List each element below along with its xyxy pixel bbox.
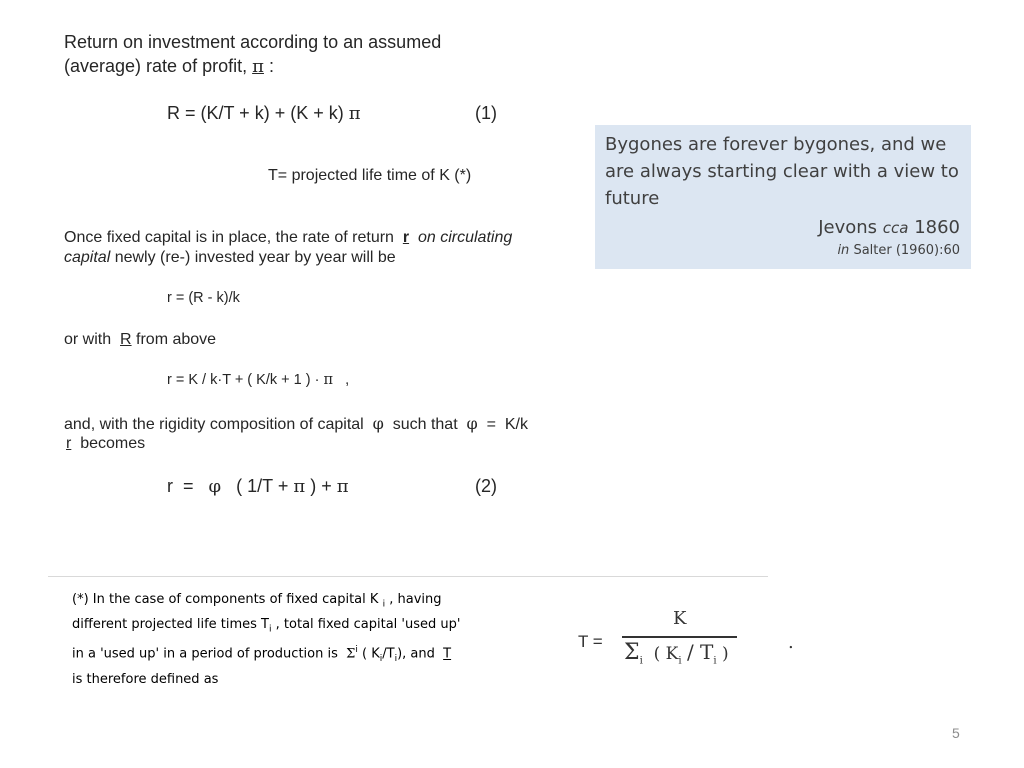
rigidity-equals: =	[486, 416, 496, 433]
footnote-sub: i	[382, 599, 386, 610]
equation-r: r = (R - k)/k	[167, 290, 240, 306]
equation-2-body: ( 1/T +	[236, 476, 289, 496]
footnote-text: , having	[389, 592, 442, 607]
equation-r2-pi: π	[323, 372, 333, 388]
footnote-line-2	[72, 615, 512, 640]
or-with-prefix: or with	[64, 331, 112, 348]
circulating-italic-2: capital	[64, 249, 111, 266]
intro-line-2	[64, 56, 274, 77]
equation-2-pi: π	[293, 476, 306, 497]
footnote-sub: i	[269, 624, 272, 635]
formula-T-den-sub1: i	[678, 655, 682, 667]
or-with-R: R	[120, 331, 132, 348]
rate-r: r	[402, 229, 410, 246]
intro-line-1: Return on investment according to an assumed	[64, 32, 442, 52]
rigidity-prefix: and, with the rigidity composition of capital	[64, 416, 364, 433]
or-with-line	[64, 331, 216, 349]
circulating-text-1: Once fixed capital is in place, the rate of return	[64, 229, 394, 246]
formula-T-numerator: K	[673, 608, 687, 629]
footnote-sub: i	[379, 654, 383, 665]
footnote-divider	[48, 576, 768, 577]
footnote-text: ), and	[397, 646, 435, 662]
formula-T-sigma: Σ	[624, 640, 640, 665]
rigidity-becomes: becomes	[80, 435, 146, 452]
formula-T-denominator	[624, 640, 729, 666]
phi-symbol: φ	[372, 414, 384, 433]
equation-1	[167, 103, 361, 124]
footnote-text: (*) In the case of components of fixed capital K	[72, 592, 379, 607]
jevons-quote-box	[595, 125, 971, 269]
equation-1-body: R = (K/T + k) + (K + k)	[167, 103, 344, 123]
quote-author-cca: cca	[882, 219, 909, 237]
footnote-line-3	[72, 640, 512, 669]
equation-r2-comma: ,	[345, 372, 350, 388]
footnote-text: is therefore defined as	[72, 671, 219, 687]
circulating-text-2: newly (re-) invested year by year will be	[114, 249, 396, 266]
formula-T-den-slash: / T	[686, 640, 714, 664]
equation-2-number: (2)	[475, 476, 497, 496]
equation-2-eq: =	[183, 476, 194, 496]
rigidity-middle: such that	[392, 416, 458, 433]
rigidity-line-2	[66, 435, 145, 453]
or-with-suffix: from above	[136, 331, 217, 348]
phi-symbol-2: φ	[466, 414, 478, 433]
quote-source-text: Salter (1960):60	[853, 243, 960, 258]
formula-T-dot: .	[788, 632, 794, 653]
page-number: 5	[952, 725, 960, 741]
footnote-sub: i	[394, 654, 398, 665]
quote-author	[818, 217, 960, 238]
equation-2	[167, 476, 349, 497]
circulating-line-1	[64, 229, 512, 247]
footnote-text: different projected life times T	[72, 617, 269, 633]
footnote-text: /T	[382, 646, 395, 662]
formula-T-den-open: ( K	[653, 644, 679, 664]
quote-source	[837, 243, 960, 258]
footnote-sup: i	[355, 645, 358, 656]
footnote-line-4	[72, 670, 512, 691]
equation-2-pi-2: π	[336, 476, 349, 497]
rigidity-line-1	[64, 414, 528, 434]
sigma-symbol: Σ	[346, 646, 356, 662]
pi-symbol: π	[252, 56, 264, 77]
equation-r2	[167, 372, 349, 388]
circulating-line-2	[64, 249, 396, 267]
footnote-text: , total fixed capital 'used up'	[275, 617, 461, 633]
equation-r2-body: r = K / k·T + ( K/k + 1 ) ·	[167, 372, 320, 388]
equation-1-number: (1)	[475, 103, 497, 123]
quote-source-in: in	[837, 243, 850, 258]
quote-author-name: Jevons	[818, 217, 878, 238]
intro-line-2-text: (average) rate of profit,	[64, 56, 248, 76]
fraction-bar	[622, 636, 737, 638]
t-definition: T= projected life time of K (*)	[268, 167, 472, 184]
footnote-T: T	[443, 646, 452, 662]
equation-2-r: r	[167, 476, 173, 496]
rigidity-r: r	[66, 435, 72, 452]
equation-2-close: ) +	[310, 476, 332, 496]
quote-author-year: 1860	[914, 217, 960, 238]
circulating-italic-1: on circulating	[417, 229, 513, 246]
formula-T-den-close: )	[721, 644, 729, 664]
formula-T-lhs: T =	[578, 632, 603, 651]
intro-colon: :	[268, 56, 274, 76]
footnote-text: in a 'used up' in a period of production is	[72, 646, 338, 662]
footnote-line-1	[72, 590, 512, 615]
footnote	[72, 590, 512, 690]
formula-T	[578, 606, 808, 676]
equation-2-phi: φ	[208, 476, 222, 497]
formula-T-den-sub2: i	[713, 655, 717, 667]
equation-1-pi: π	[348, 103, 361, 124]
footnote-text: ( K	[361, 646, 380, 662]
rigidity-rhs: K/k	[504, 416, 528, 433]
quote-text: Bygones are forever bygones, and we are always starting clear with a view to future	[605, 134, 959, 209]
formula-T-sigma-sub: i	[639, 655, 643, 667]
